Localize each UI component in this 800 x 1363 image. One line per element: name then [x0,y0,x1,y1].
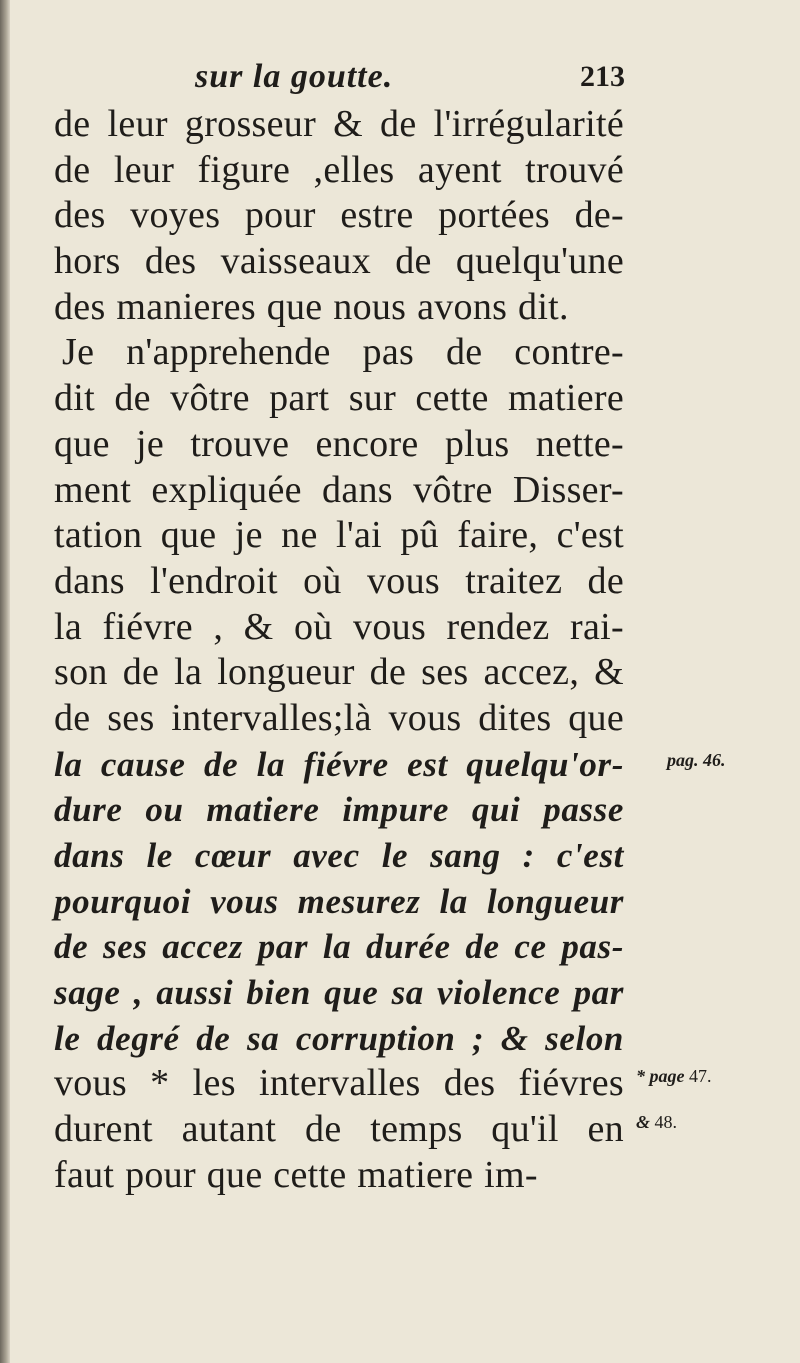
text-line: faut pour que cette matiere im- [54,1153,538,1196]
text-line: des manieres que nous avons dit. [54,285,569,328]
margin-note-page-ref: pag. 46. [667,750,726,770]
text-line-italic: de ses accez par la durée de ce pas- [54,927,624,967]
text-line: vous * les intervalles des fiévres [54,1062,624,1105]
text-line: de leur figure ,elles ayent trouvé [54,148,624,191]
margin-note-page-ref-3 [636,1112,677,1133]
text-line: son de la longueur de ses accez, & [54,651,624,694]
text-line: Je n'apprehende pas de contre- [62,331,624,374]
body-text [54,102,624,1199]
page-number: 213 [580,60,625,93]
text-line: durent autant de temps qu'il en [54,1108,624,1151]
text-line: dit de vôtre part sur cette matiere [54,377,624,420]
text-line: que je trouve encore plus nette- [54,422,624,465]
running-title: sur la goutte. [195,58,394,95]
text-line-italic: dure ou matiere impure qui passe [54,790,624,830]
text-line-italic: pourquoi vous mesurez la longueur [54,881,624,921]
text-line: des voyes pour estre portées de- [54,194,624,237]
text-line: dans l'endroit où vous traitez de [54,559,624,602]
text-line: ment expliquée dans vôtre Disser- [54,468,624,511]
text-line-italic: sage , aussi bien que sa violence par [54,973,624,1013]
text-line-italic: dans le cœur avec le sang : c'est [54,836,624,875]
margin-note-mark: * page [636,1066,685,1086]
text-line-italic: la cause de la fiévre est quelqu'or- [54,744,624,784]
page-header [195,58,625,108]
margin-note-mark: & [636,1112,651,1132]
text-line: la fiévre , & où vous rendez rai- [54,605,624,648]
margin-note-number: 47. [689,1066,712,1086]
text-line: de leur grosseur & de l'irrégularité [54,103,624,145]
text-line: tation que je ne l'ai pû faire, c'est [54,514,624,557]
text-line: hors des vaisseaux de quelqu'une [54,240,624,283]
text-line-italic: le degré de sa corruption ; & selon [54,1018,624,1058]
margin-note-page-ref-2 [636,1066,712,1087]
margin-note-number: 48. [654,1112,678,1132]
text-line: de ses intervalles;là vous dites que [54,696,624,739]
book-spine-shadow [0,0,10,1363]
